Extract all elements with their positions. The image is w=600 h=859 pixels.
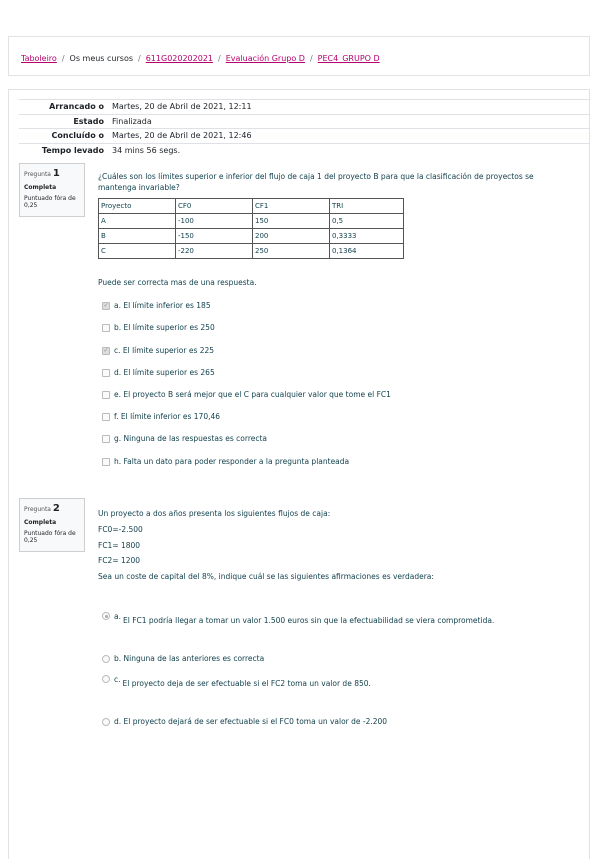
q2-option-a[interactable] (102, 612, 494, 625)
question-state: Completa (24, 519, 57, 526)
table-cell: -220 (176, 244, 253, 259)
question-prefix: Pregunta (24, 506, 51, 513)
summary-value: Martes, 20 de Abril de 2021, 12:11 (112, 100, 589, 115)
breadcrumb (8, 36, 590, 76)
breadcrumb-separator: / (309, 54, 313, 63)
q2-option-c[interactable] (102, 675, 371, 688)
summary-row-state (19, 114, 589, 129)
table-cell: A (99, 214, 176, 229)
radio[interactable] (102, 675, 110, 683)
option-label: a. El límite inferior es 185 (114, 301, 211, 310)
option-label: d. El límite superior es 265 (114, 368, 215, 377)
option-label: El proyecto deja de ser efectuable si el FC2 toma un valor de 850. (122, 679, 371, 688)
question-2-text-line: Sea un coste de capital del 8%, indique cuál se las siguientes afirmaciones es verdadera: (98, 572, 434, 581)
q2-option-d[interactable] (102, 717, 387, 726)
checkbox-checked[interactable]: ✓ (103, 347, 109, 354)
question-grade: Puntuado fóra de 0,25 (24, 195, 76, 210)
q1-option-c[interactable] (102, 346, 214, 355)
summary-label: Concluído o (19, 129, 112, 144)
question-number-value: 2 (52, 503, 60, 514)
table-cell: C (99, 244, 176, 259)
q1-option-b[interactable] (102, 323, 215, 332)
table-cell: 200 (253, 229, 330, 244)
breadcrumb-link-dashboard[interactable]: Taboleiro (21, 54, 57, 63)
radio-selected[interactable] (102, 612, 110, 620)
q1-option-e[interactable] (102, 390, 391, 399)
question-1-instruction: Puede ser correcta mas de una respuesta. (98, 278, 257, 287)
table-header-cell: CF0 (176, 199, 253, 214)
question-grade: Puntuado fóra de 0,25 (24, 530, 76, 545)
table-cell: -150 (176, 229, 253, 244)
option-label: d. El proyecto dejará de ser efectuable si el FC0 toma un valor de -2.200 (114, 717, 388, 726)
checkbox[interactable] (102, 435, 110, 443)
breadcrumb-link-course[interactable]: 611G020202021 (145, 54, 213, 63)
option-label: h. Falta un dato para poder responder a la pregunta planteada (114, 457, 350, 466)
option-label: c. El límite superior es 225 (114, 346, 215, 355)
table-header-cell: Proyecto (99, 199, 176, 214)
option-label: b. El límite superior es 250 (114, 323, 215, 332)
q1-option-a[interactable] (102, 301, 211, 310)
summary-row-completed (19, 129, 589, 144)
table-header-cell: TRI (330, 199, 404, 214)
attempt-summary-table (19, 99, 589, 157)
checkbox[interactable] (102, 369, 110, 377)
table-header-cell: CF1 (253, 199, 330, 214)
summary-value: 34 mins 56 segs. (112, 143, 589, 157)
q1-option-f[interactable] (102, 412, 220, 421)
question-number (24, 503, 84, 515)
question-2-text-line: FC1= 1800 (98, 541, 141, 550)
radio[interactable] (102, 718, 110, 726)
table-cell: -100 (176, 214, 253, 229)
table-cell: 0,5 (330, 214, 404, 229)
question-prefix: Pregunta (24, 171, 51, 178)
breadcrumb-link-section[interactable]: Evaluación Grupo D (225, 54, 305, 63)
option-label: e. El proyecto B será mejor que el C para cualquier valor que tome el FC1 (114, 390, 391, 399)
option-letter: c. (114, 675, 121, 684)
table-row (99, 229, 404, 244)
table-row (99, 214, 404, 229)
q1-option-d[interactable] (102, 368, 215, 377)
option-label: b. Ninguna de las anteriores es correcta (114, 654, 265, 663)
table-row (99, 244, 404, 259)
checkbox-checked[interactable]: ✓ (103, 302, 109, 309)
q1-option-h[interactable] (102, 457, 349, 466)
question-2-text-line: FC0=-2.500 (98, 525, 143, 534)
question-state: Completa (24, 184, 57, 191)
q2-option-b[interactable] (102, 654, 264, 663)
checkbox[interactable] (102, 458, 110, 466)
checkbox[interactable] (102, 324, 110, 332)
radio[interactable] (102, 655, 110, 663)
question-1-data-table (98, 198, 404, 259)
option-label: El FC1 podría llegar a tomar un valor 1.500 euros sin que la efectuabilidad se viera comprometida. (122, 616, 495, 625)
checkbox[interactable] (102, 413, 110, 421)
table-cell: B (99, 229, 176, 244)
summary-value: Martes, 20 de Abril de 2021, 12:46 (112, 129, 589, 144)
table-cell: 150 (253, 214, 330, 229)
table-cell: 0,1364 (330, 244, 404, 259)
option-label: f. El límite inferior es 170,46 (114, 412, 221, 421)
breadcrumb-separator: / (61, 54, 65, 63)
summary-label: Estado (19, 114, 112, 129)
question-1-info-box (19, 163, 85, 217)
q1-option-g[interactable] (102, 434, 267, 443)
table-cell: 250 (253, 244, 330, 259)
summary-row-started (19, 100, 589, 115)
breadcrumb-my-courses: Os meus cursos (69, 54, 134, 63)
summary-label: Arrancado o (19, 100, 112, 115)
quiz-review-region (8, 89, 590, 859)
summary-value: Finalizada (112, 114, 589, 129)
question-1-text: ¿Cuáles son los límites superior e inferior del flujo de caja 1 del proyecto B para que la clasificación de proyectos se mantenga invariable? (98, 172, 534, 192)
summary-label: Tempo levado (19, 143, 112, 157)
breadcrumb-link-quiz[interactable]: PEC4_GRUPO D (317, 54, 380, 63)
option-letter: a. (114, 612, 121, 621)
summary-row-time-taken (19, 143, 589, 157)
breadcrumb-separator: / (218, 54, 221, 63)
table-cell: 0,3333 (330, 229, 404, 244)
checkbox[interactable] (102, 391, 110, 399)
question-number (24, 168, 84, 180)
question-number-value: 1 (52, 168, 60, 179)
question-2-info-box (19, 498, 85, 552)
option-label: g. Ninguna de las respuestas es correcta (114, 434, 268, 443)
breadcrumb-separator: / (138, 54, 141, 63)
table-header-row (99, 199, 404, 214)
question-2-text-line: FC2= 1200 (98, 556, 141, 565)
question-2-text-line: Un proyecto a dos años presenta los siguientes flujos de caja: (98, 509, 331, 518)
